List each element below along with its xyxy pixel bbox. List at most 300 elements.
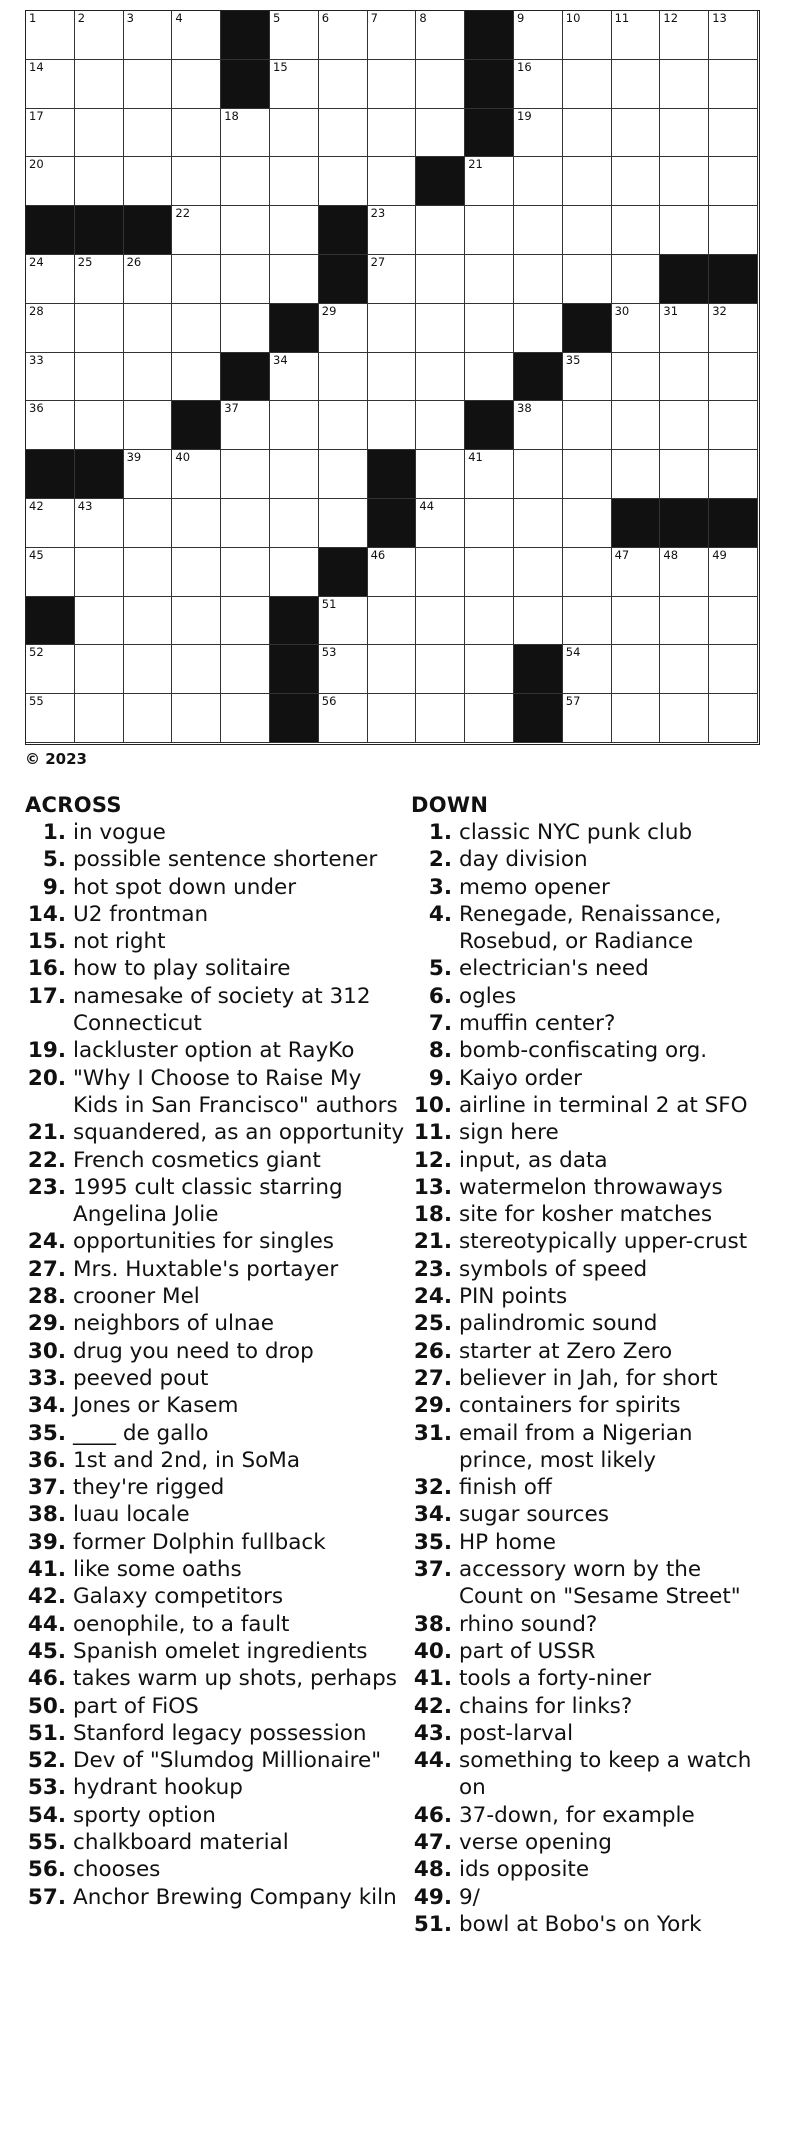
clue-text: something to keep a watch on <box>459 1748 752 1801</box>
cell-number: 17 <box>29 108 44 123</box>
grid-cell[interactable] <box>660 694 709 743</box>
grid-cell[interactable] <box>124 401 173 450</box>
grid-cell[interactable] <box>270 11 319 60</box>
grid-cell[interactable] <box>26 157 75 206</box>
grid-cell[interactable] <box>172 109 221 158</box>
grid-cell[interactable] <box>416 645 465 694</box>
grid-cell[interactable] <box>221 645 270 694</box>
grid-cell[interactable] <box>709 157 758 206</box>
clue-item <box>25 1392 405 1419</box>
clue-number: 10. <box>413 1092 452 1118</box>
grid-cell[interactable] <box>465 694 514 743</box>
grid-cell[interactable] <box>709 11 758 60</box>
grid-cell[interactable] <box>514 499 563 548</box>
clue-item <box>25 1884 405 1911</box>
clue-number: 32. <box>413 1475 452 1501</box>
grid-cell[interactable] <box>221 450 270 499</box>
grid-cell[interactable] <box>709 548 758 597</box>
grid-cell[interactable] <box>319 597 368 646</box>
grid-cell[interactable] <box>563 109 612 158</box>
grid-cell[interactable] <box>563 206 612 255</box>
grid-block <box>75 450 124 499</box>
grid-cell[interactable] <box>172 548 221 597</box>
grid-cell[interactable] <box>612 11 661 60</box>
grid-block <box>514 694 563 743</box>
grid-cell[interactable] <box>270 255 319 304</box>
grid-cell[interactable] <box>709 353 758 402</box>
grid-cell[interactable] <box>416 255 465 304</box>
clue-text: 9/ <box>459 1884 480 1910</box>
grid-cell[interactable] <box>368 548 417 597</box>
grid-cell[interactable] <box>612 694 661 743</box>
clue-number: 15. <box>27 929 66 955</box>
clue-item <box>25 1556 405 1583</box>
grid-cell[interactable] <box>221 548 270 597</box>
clue-item <box>411 901 771 956</box>
grid-cell[interactable] <box>563 11 612 60</box>
grid-cell[interactable] <box>172 11 221 60</box>
cell-number: 13 <box>712 11 727 25</box>
grid-cell[interactable] <box>26 60 75 109</box>
clue-text: U2 frontman <box>73 901 209 927</box>
grid-cell[interactable] <box>465 450 514 499</box>
cell-number: 3 <box>126 11 134 25</box>
clue-number: 48. <box>413 1857 452 1883</box>
cell-number: 1 <box>29 11 37 25</box>
grid-cell[interactable] <box>612 304 661 353</box>
grid-cell[interactable] <box>465 645 514 694</box>
grid-cell[interactable] <box>368 645 417 694</box>
grid-cell[interactable] <box>660 597 709 646</box>
grid-cell[interactable] <box>612 401 661 450</box>
clue-text: not right <box>73 929 166 955</box>
grid-cell[interactable] <box>319 109 368 158</box>
clue-item <box>25 1474 405 1501</box>
cell-number: 10 <box>565 11 581 25</box>
grid-cell[interactable] <box>124 11 173 60</box>
grid-cell[interactable] <box>75 60 124 109</box>
grid-cell[interactable] <box>221 206 270 255</box>
clue-text: HP home <box>459 1529 556 1555</box>
grid-cell[interactable] <box>514 450 563 499</box>
clue-number: 35. <box>413 1529 452 1555</box>
clue-number: 42. <box>27 1584 66 1610</box>
grid-cell[interactable] <box>75 304 124 353</box>
grid-cell[interactable] <box>416 304 465 353</box>
grid-cell[interactable] <box>270 401 319 450</box>
grid-cell[interactable] <box>660 353 709 402</box>
clue-text: opportunities for singles <box>73 1229 335 1255</box>
clue-text: bowl at Bobo's on York <box>459 1911 702 1937</box>
grid-cell[interactable] <box>709 109 758 158</box>
clue-text: site for kosher matches <box>459 1202 713 1228</box>
grid-cell[interactable] <box>270 548 319 597</box>
clue-item <box>25 1310 405 1337</box>
grid-cell[interactable] <box>563 450 612 499</box>
clue-text: luau locale <box>73 1502 190 1528</box>
grid-cell[interactable] <box>514 157 563 206</box>
grid-cell[interactable] <box>221 109 270 158</box>
grid-cell[interactable] <box>124 548 173 597</box>
clue-text: in vogue <box>73 820 166 845</box>
grid-cell[interactable] <box>368 353 417 402</box>
clue-number: 41. <box>27 1557 66 1583</box>
grid-cell[interactable] <box>612 450 661 499</box>
grid-cell[interactable] <box>221 597 270 646</box>
grid-cell[interactable] <box>124 60 173 109</box>
grid-cell[interactable] <box>172 60 221 109</box>
grid-cell[interactable] <box>221 255 270 304</box>
grid-cell[interactable] <box>270 206 319 255</box>
grid-cell[interactable] <box>172 450 221 499</box>
grid-cell[interactable] <box>172 499 221 548</box>
grid-cell[interactable] <box>416 597 465 646</box>
grid-cell[interactable] <box>660 60 709 109</box>
grid-cell[interactable] <box>75 597 124 646</box>
grid-cell[interactable] <box>319 499 368 548</box>
grid-cell[interactable] <box>416 548 465 597</box>
clue-item <box>25 901 405 928</box>
grid-cell[interactable] <box>563 597 612 646</box>
grid-cell[interactable] <box>563 255 612 304</box>
grid-cell[interactable] <box>416 694 465 743</box>
clue-number: 26. <box>413 1338 452 1364</box>
grid-cell[interactable] <box>465 597 514 646</box>
grid-cell[interactable] <box>563 694 612 743</box>
cell-number: 29 <box>321 303 337 318</box>
grid-cell[interactable] <box>26 694 75 743</box>
grid-block <box>709 499 758 548</box>
grid-cell[interactable] <box>124 304 173 353</box>
clue-text: peeved pout <box>73 1365 209 1391</box>
clue-number: 1. <box>42 820 66 845</box>
grid-cell[interactable] <box>26 499 75 548</box>
clue-text: accessory worn by the Count on "Sesame Street" <box>459 1557 741 1610</box>
grid-cell[interactable] <box>416 450 465 499</box>
grid-cell[interactable] <box>514 109 563 158</box>
grid-cell[interactable] <box>563 401 612 450</box>
clue-number: 12. <box>413 1147 452 1173</box>
grid-cell[interactable] <box>26 645 75 694</box>
clue-text: lackluster option at RayKo <box>73 1038 355 1064</box>
grid-cell[interactable] <box>368 60 417 109</box>
grid-cell[interactable] <box>612 109 661 158</box>
clue-number: 16. <box>27 956 66 982</box>
grid-cell[interactable] <box>368 206 417 255</box>
grid-cell[interactable] <box>124 353 173 402</box>
grid-cell[interactable] <box>124 450 173 499</box>
grid-cell[interactable] <box>75 548 124 597</box>
grid-cell[interactable] <box>319 401 368 450</box>
clue-text: possible sentence shortener <box>73 847 378 873</box>
grid-cell[interactable] <box>416 60 465 109</box>
cell-number: 31 <box>663 303 679 318</box>
grid-cell[interactable] <box>660 109 709 158</box>
grid-cell[interactable] <box>563 157 612 206</box>
grid-cell[interactable] <box>26 353 75 402</box>
grid-cell[interactable] <box>319 157 368 206</box>
grid-cell[interactable] <box>368 694 417 743</box>
grid-cell[interactable] <box>124 157 173 206</box>
cell-number: 54 <box>565 645 581 660</box>
grid-cell[interactable] <box>368 157 417 206</box>
clue-number: 46. <box>27 1666 66 1692</box>
grid-cell[interactable] <box>124 109 173 158</box>
grid-cell[interactable] <box>26 109 75 158</box>
grid-cell[interactable] <box>416 499 465 548</box>
cell-number: 33 <box>29 352 44 367</box>
grid-cell[interactable] <box>75 694 124 743</box>
clue-text: ids opposite <box>459 1857 590 1883</box>
cell-number: 50 <box>29 596 44 611</box>
cell-number: 47 <box>614 547 630 562</box>
clue-text: hydrant hookup <box>73 1775 243 1801</box>
clue-item <box>411 1665 771 1692</box>
grid-cell[interactable] <box>612 60 661 109</box>
grid-cell[interactable] <box>26 401 75 450</box>
clue-text: sign here <box>459 1120 559 1146</box>
cell-number: 24 <box>29 255 44 269</box>
grid-cell[interactable] <box>660 304 709 353</box>
grid-cell[interactable] <box>465 499 514 548</box>
grid-cell[interactable] <box>368 304 417 353</box>
grid-cell[interactable] <box>319 450 368 499</box>
grid-cell[interactable] <box>514 11 563 60</box>
grid-cell[interactable] <box>612 597 661 646</box>
grid-cell[interactable] <box>465 548 514 597</box>
grid-cell[interactable] <box>172 206 221 255</box>
clue-text: symbols of speed <box>459 1256 648 1282</box>
grid-cell[interactable] <box>612 157 661 206</box>
grid-cell[interactable] <box>75 11 124 60</box>
grid-cell[interactable] <box>221 499 270 548</box>
clue-text: crooner Mel <box>73 1284 200 1310</box>
cell-number: 36 <box>29 401 44 416</box>
clue-text: email from a Nigerian prince, most likely <box>459 1420 693 1473</box>
grid-cell[interactable] <box>319 60 368 109</box>
cell-number: 21 <box>468 157 483 172</box>
grid-cell[interactable] <box>75 109 124 158</box>
cell-number: 30 <box>614 303 630 318</box>
grid-cell[interactable] <box>172 353 221 402</box>
cell-number: 5 <box>273 11 281 25</box>
grid-cell[interactable] <box>270 157 319 206</box>
grid-cell[interactable] <box>75 645 124 694</box>
grid-cell[interactable] <box>26 11 75 60</box>
grid-cell[interactable] <box>270 450 319 499</box>
grid-cell[interactable] <box>368 255 417 304</box>
grid-cell[interactable] <box>563 353 612 402</box>
grid-cell[interactable] <box>124 597 173 646</box>
grid-cell[interactable] <box>368 11 417 60</box>
grid-cell[interactable] <box>709 60 758 109</box>
clue-number: 47. <box>413 1829 452 1855</box>
cell-number: 57 <box>565 694 581 709</box>
clue-number: 38. <box>27 1502 66 1528</box>
grid-cell[interactable] <box>75 157 124 206</box>
grid-cell[interactable] <box>416 206 465 255</box>
grid-cell[interactable] <box>514 60 563 109</box>
grid-cell[interactable] <box>124 645 173 694</box>
grid-cell[interactable] <box>612 206 661 255</box>
clue-text: tools a forty-niner <box>459 1666 652 1692</box>
clue-text: Renegade, Renaissance, Rosebud, or Radiance <box>459 901 722 955</box>
grid-cell[interactable] <box>221 157 270 206</box>
cell-number: 44 <box>419 499 435 513</box>
grid-cell[interactable] <box>124 499 173 548</box>
grid-cell[interactable] <box>563 645 612 694</box>
grid-cell[interactable] <box>514 401 563 450</box>
clue-item <box>411 1338 771 1365</box>
cell-number: 22 <box>175 206 191 221</box>
grid-cell[interactable] <box>172 597 221 646</box>
grid-cell[interactable] <box>709 304 758 353</box>
grid-cell[interactable] <box>709 645 758 694</box>
grid-cell[interactable] <box>26 548 75 597</box>
grid-block <box>319 255 368 304</box>
cell-number: 45 <box>29 547 44 562</box>
grid-cell[interactable] <box>221 694 270 743</box>
grid-cell[interactable] <box>612 255 661 304</box>
grid-cell[interactable] <box>319 353 368 402</box>
grid-cell[interactable] <box>124 255 173 304</box>
grid-cell[interactable] <box>660 206 709 255</box>
grid-cell[interactable] <box>416 109 465 158</box>
grid-cell[interactable] <box>319 304 368 353</box>
clue-text: starter at Zero Zero <box>459 1338 673 1364</box>
clue-text: input, as data <box>459 1147 608 1173</box>
clue-text: part of FiOS <box>73 1693 199 1719</box>
grid-cell[interactable] <box>368 109 417 158</box>
grid-cell[interactable] <box>124 694 173 743</box>
grid-cell[interactable] <box>660 157 709 206</box>
grid-cell[interactable] <box>319 694 368 743</box>
cell-number: 38 <box>517 401 532 416</box>
clue-number: 1. <box>428 820 452 845</box>
cell-number: 8 <box>419 11 427 25</box>
clue-number: 29. <box>27 1311 66 1337</box>
clue-number: 5. <box>428 956 452 982</box>
grid-cell[interactable] <box>465 206 514 255</box>
down-heading: DOWN <box>411 793 489 817</box>
clue-text: Mrs. Huxtable's portayer <box>73 1256 339 1282</box>
grid-cell[interactable] <box>75 401 124 450</box>
grid-cell[interactable] <box>270 353 319 402</box>
grid-cell[interactable] <box>221 401 270 450</box>
grid-cell[interactable] <box>75 499 124 548</box>
clue-item <box>411 1037 771 1064</box>
grid-cell[interactable] <box>319 645 368 694</box>
grid-cell[interactable] <box>465 304 514 353</box>
grid-cell[interactable] <box>660 450 709 499</box>
clue-text: 1st and 2nd, in SoMa <box>73 1447 301 1473</box>
clue-number: 19. <box>27 1038 66 1064</box>
clue-item <box>411 819 771 846</box>
grid-cell[interactable] <box>514 597 563 646</box>
clue-number: 42. <box>413 1693 452 1719</box>
grid-cell[interactable] <box>26 255 75 304</box>
cell-number: 37 <box>224 401 239 416</box>
clue-text: namesake of society at 312 Connecticut <box>73 983 371 1037</box>
grid-cell[interactable] <box>660 645 709 694</box>
grid-cell[interactable] <box>514 206 563 255</box>
grid-cell[interactable] <box>172 304 221 353</box>
grid-cell[interactable] <box>612 548 661 597</box>
grid-cell[interactable] <box>26 304 75 353</box>
grid-cell[interactable] <box>172 255 221 304</box>
grid-cell[interactable] <box>709 450 758 499</box>
grid-cell[interactable] <box>319 11 368 60</box>
grid-cell[interactable] <box>612 353 661 402</box>
across-clues <box>25 792 405 1911</box>
grid-cell[interactable] <box>75 353 124 402</box>
grid-block <box>221 11 270 60</box>
grid-block <box>660 499 709 548</box>
clue-text: verse opening <box>459 1829 612 1855</box>
clue-text: containers for spirits <box>459 1393 681 1419</box>
grid-cell[interactable] <box>465 353 514 402</box>
grid-cell[interactable] <box>368 597 417 646</box>
cell-number: 39 <box>126 450 142 465</box>
grid-cell[interactable] <box>416 353 465 402</box>
cell-number: 25 <box>77 255 93 269</box>
grid-cell[interactable] <box>514 304 563 353</box>
grid-cell[interactable] <box>709 206 758 255</box>
grid-cell[interactable] <box>563 548 612 597</box>
cell-number: 6 <box>321 11 330 25</box>
clue-text: PIN points <box>459 1284 568 1310</box>
grid-cell[interactable] <box>514 548 563 597</box>
grid-cell[interactable] <box>270 499 319 548</box>
clue-item <box>25 1693 405 1720</box>
grid-cell[interactable] <box>221 304 270 353</box>
cell-number: 27 <box>370 255 386 269</box>
grid-cell[interactable] <box>416 11 465 60</box>
clue-item <box>411 1065 771 1092</box>
grid-cell[interactable] <box>465 255 514 304</box>
cell-number: 43 <box>77 499 93 513</box>
clue-text: chains for links? <box>459 1693 633 1719</box>
grid-cell[interactable] <box>612 645 661 694</box>
clue-text: squandered, as an opportunity <box>73 1120 405 1146</box>
clue-item <box>25 1420 405 1447</box>
grid-cell[interactable] <box>172 694 221 743</box>
clue-text: Jones or Kasem <box>73 1393 239 1419</box>
grid-cell[interactable] <box>709 401 758 450</box>
grid-cell[interactable] <box>172 645 221 694</box>
grid-cell[interactable] <box>465 157 514 206</box>
grid-cell[interactable] <box>709 694 758 743</box>
grid-cell[interactable] <box>416 401 465 450</box>
grid-cell[interactable] <box>660 401 709 450</box>
grid-cell[interactable] <box>660 548 709 597</box>
clue-item <box>25 1365 405 1392</box>
grid-cell[interactable] <box>270 109 319 158</box>
grid-cell[interactable] <box>660 11 709 60</box>
grid-cell[interactable] <box>709 597 758 646</box>
clue-text: they're rigged <box>73 1475 225 1501</box>
grid-cell[interactable] <box>514 255 563 304</box>
grid-cell[interactable] <box>172 157 221 206</box>
grid-cell[interactable] <box>563 499 612 548</box>
grid-cell[interactable] <box>563 60 612 109</box>
clue-item <box>411 1228 771 1255</box>
clue-text: muffin center? <box>459 1011 616 1037</box>
grid-cell[interactable] <box>368 401 417 450</box>
grid-cell[interactable] <box>270 60 319 109</box>
cell-number: 9 <box>517 11 525 25</box>
grid-cell[interactable] <box>75 255 124 304</box>
